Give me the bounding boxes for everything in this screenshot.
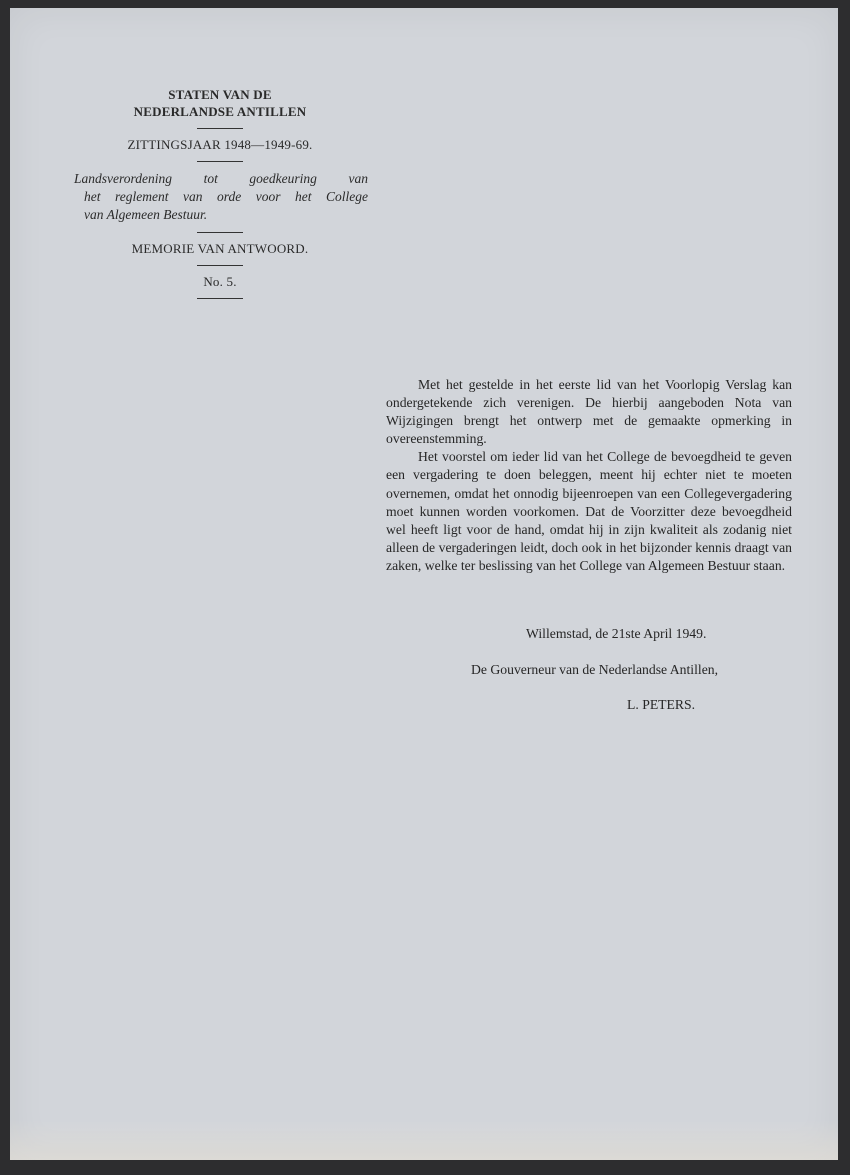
document-header	[70, 86, 370, 307]
divider	[197, 232, 243, 233]
subject-line2: het reglement van orde voor het College	[84, 189, 368, 204]
subject-line3: van Algemeen Bestuur.	[84, 207, 208, 222]
document-page	[10, 8, 838, 1160]
org-name-line2: NEDERLANDSE ANTILLEN	[133, 104, 307, 119]
divider	[197, 265, 243, 266]
document-body	[386, 376, 792, 575]
body-paragraph-2: Het voorstel om ieder lid van het College de bevoegdheid te geven een vergadering te doen beleggen, meent hij echter niet te moeten overnemen, omdat het onnodig bijeenroepen van een Collegevergadering moet kunnen worden voorkomen. Dat de Voorzitter deze bevoegdheid wel heeft ligt voor de hand, omdat hij in zijn kwaliteit als zodanig niet alleen de vergaderingen leidt, doch ook in het bijzonder kennis draagt van zaken, welke ter beslissing van het College van Algemeen Bestuur staan.	[386, 449, 792, 573]
org-name-line1: STATEN VAN DE	[168, 87, 272, 102]
signatory-name: L. PETERS.	[627, 697, 696, 712]
subject-line1: Landsverordening tot goedkeuring van	[74, 171, 368, 186]
document-number: No. 5.	[203, 274, 237, 289]
subject-title	[70, 170, 370, 224]
signatory-title: De Gouverneur van de Nederlandse Antillen,	[471, 662, 719, 677]
body-paragraph-1: Met het gestelde in het eerste lid van het Voorlopig Verslag kan ondergetekende zich verenigen. De hierbij aangeboden Nota van Wijzigingen brengt het ontwerp met de gemaakte opmerking in overeenstemming.	[386, 377, 792, 447]
divider	[197, 298, 243, 299]
document-type: MEMORIE VAN ANTWOORD.	[131, 241, 309, 256]
place-date: Willemstad, de 21ste April 1949.	[526, 626, 707, 641]
divider	[197, 161, 243, 162]
session-year: ZITTINGSJAAR 1948—1949-69.	[127, 137, 313, 152]
divider	[197, 128, 243, 129]
